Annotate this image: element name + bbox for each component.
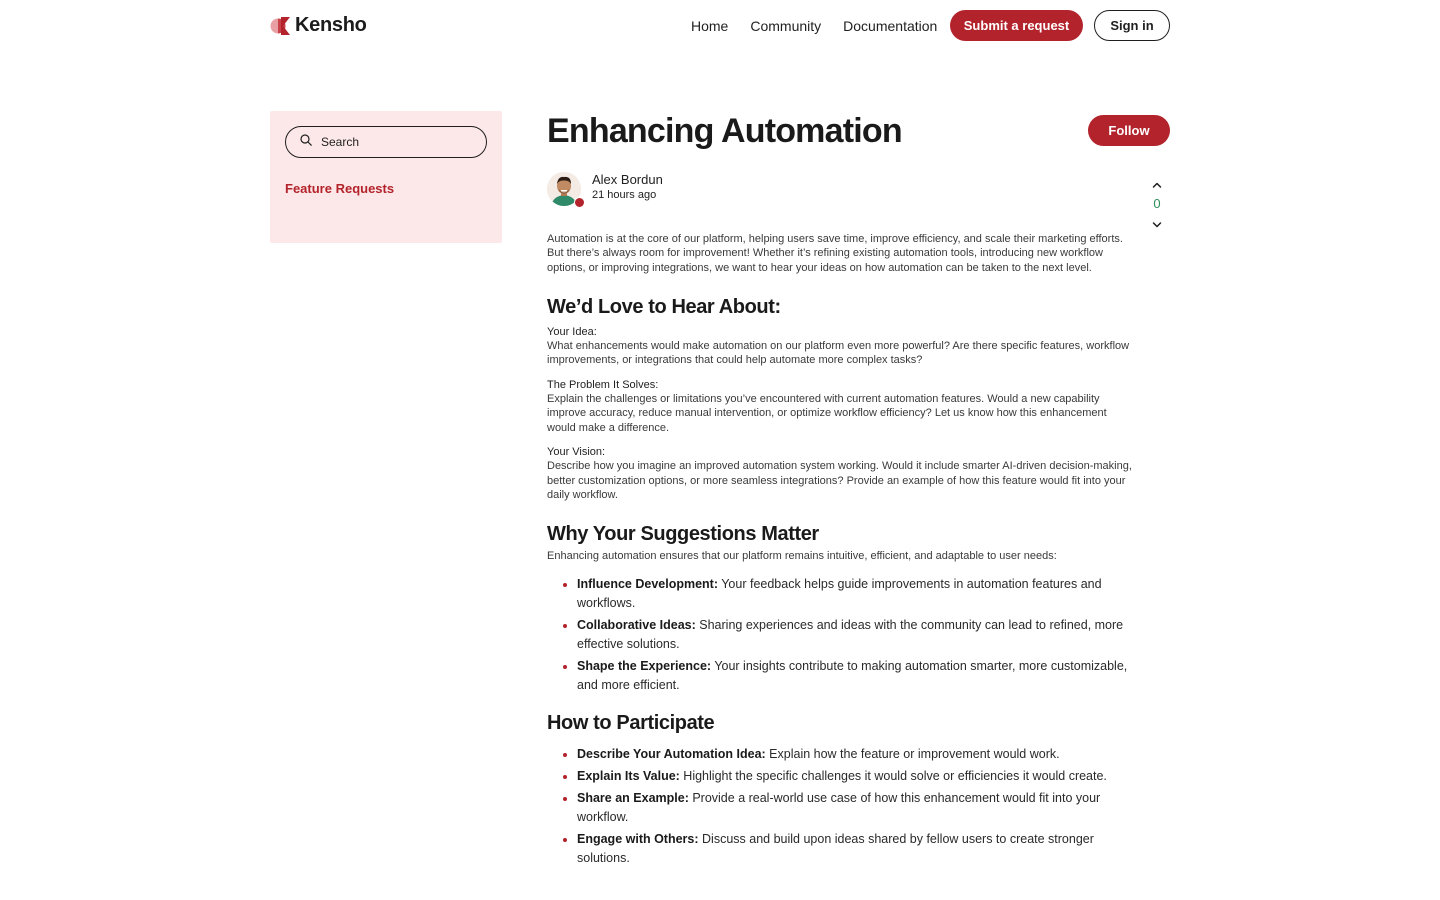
sub-title: Your Vision: [547,445,606,458]
bullet-text: Your feedback helps guide improvements in automation features and workflows. [577,577,1102,611]
list-item [547,830,1132,868]
nav-documentation[interactable]: Documentation [843,17,938,34]
sub-title: The Problem It Solves: [547,378,659,391]
bullet-bold: Influence Development: [577,577,718,592]
list-item [547,767,1132,786]
bullet-bold: Shape the Experience: [577,659,712,674]
bullet-bold: Share an Example: [577,791,689,806]
list-item [547,789,1132,827]
bullet-text: Discuss and build upon ideas shared by fellow users to create stronger solutions. [577,832,1094,866]
search-input[interactable] [321,135,471,149]
problem-block [547,378,1132,435]
bullet-text: Sharing experiences and ideas with the community can lead to refined, more effective solutions. [577,618,1124,652]
post-time: 21 hours ago [592,189,657,201]
intro-paragraph: Automation is at the core of our platform, helping users save time, improve efficiency, and scale their marketing efforts. But there’s always room for improvement! Whether it’s refining existing automation tools, introducing new workflow options, or improving integrations, we want to hear your ideas on how automation can be taken to the next level. [547,233,1123,274]
list-item [547,657,1132,695]
logo-text: Kensho [295,14,367,36]
bullet-bold: Explain Its Value: [577,769,680,784]
sign-in-button[interactable]: Sign in [1094,10,1170,41]
bullet-bold: Engage with Others: [577,832,699,847]
list-item [547,616,1132,654]
sub-title: Your Idea: [547,325,597,338]
sub-text: What enhancements would make automation on our platform even more powerful? Are there specific features, workflow improvements, or integrations that could help automate more complex tasks? [547,340,1130,367]
post-content [547,110,1170,866]
bullet-text: Provide a real-world use case of how this enhancement would fit into your workflow. [577,791,1101,825]
upvote-chevron-icon[interactable] [1149,178,1165,190]
avatar-badge-icon [574,197,585,208]
bullet-list [547,575,1132,695]
list-item [547,745,1132,764]
main-nav [680,10,948,41]
vote-widget [1149,178,1165,230]
follow-button[interactable]: Follow [1088,115,1170,146]
bullet-text: Explain how the feature or improvement would work. [765,747,1060,762]
downvote-chevron-icon[interactable] [1149,218,1165,230]
section-intro: Enhancing automation ensures that our platform remains intuitive, efficient, and adaptable to user needs: [547,550,1057,563]
section-heading: How to Participate [547,712,715,735]
bullet-bold: Describe Your Automation Idea: [577,747,766,762]
author-meta [592,172,663,206]
author-block [547,172,663,206]
post-body [547,232,1132,871]
avatar[interactable] [547,172,581,206]
idea-block [547,325,1132,368]
nav-community[interactable]: Community [750,17,822,34]
kensho-logo-icon [270,15,292,37]
sub-text: Explain the challenges or limitations you’ve encountered with current automation features. Would a new capability improve accuracy, reduce manual intervention, or optimize workflow efficiency? Let us know how this enhancement would make a difference. [547,393,1107,434]
kensho-logo[interactable] [270,14,367,37]
bullet-text: Your insights contribute to making automation smarter, more customizable, and more efficient. [577,659,1128,693]
list-item [547,575,1132,613]
author-name[interactable]: Alex Bordun [592,172,663,187]
search-box[interactable] [285,126,487,158]
bullet-bold: Collaborative Ideas: [577,618,696,633]
submit-request-button[interactable]: Submit a request [950,10,1083,41]
section-heading: We’d Love to Hear About: [547,295,781,318]
sidebar [270,111,502,243]
vision-block [547,445,1132,502]
bullet-list [547,745,1132,868]
page-title: Enhancing Automation [547,112,902,150]
vote-count: 0 [1153,196,1161,211]
bullet-text: Highlight the specific challenges it would solve or efficiencies it would create. [679,769,1107,784]
search-icon [300,133,312,151]
site-header [0,0,1440,52]
sidebar-link-feature-requests[interactable]: Feature Requests [285,181,395,196]
section-heading: Why Your Suggestions Matter [547,523,819,546]
sub-text: Describe how you imagine an improved automation system working. Would it include smarter AI-driven decision-making, better customization options, or more seamless integrations? Provide an example of how this feature would fit into your daily workflow. [547,460,1132,501]
nav-home[interactable]: Home [691,17,729,34]
